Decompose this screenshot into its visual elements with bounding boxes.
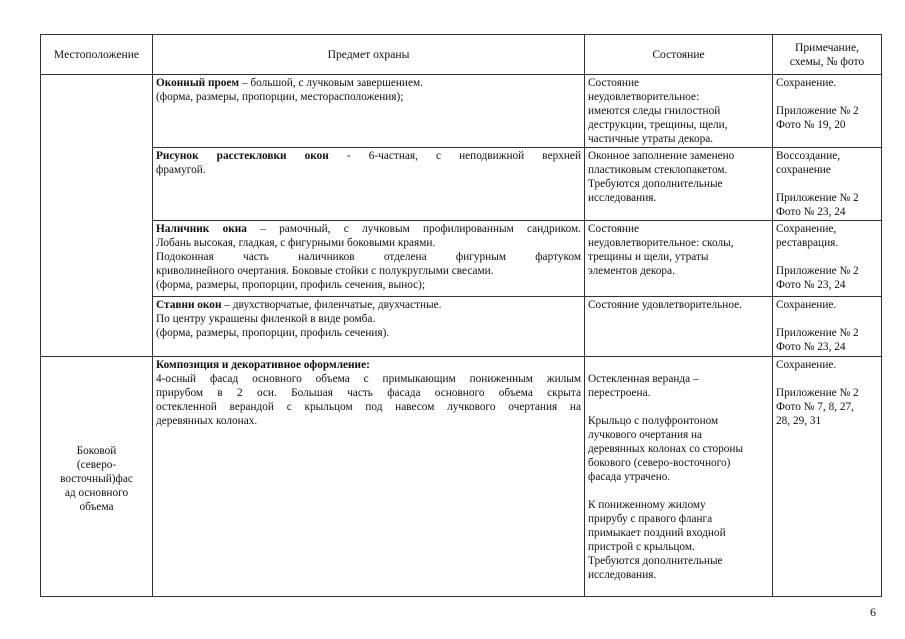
location-line: восточный)фас xyxy=(60,472,133,485)
note-cell xyxy=(773,148,882,221)
note-ref-line: Приложение № 2 xyxy=(776,387,859,399)
note-line: Сохранение. xyxy=(776,77,837,89)
note-line: Сохранение. xyxy=(776,299,837,311)
condition-line: пластиковым стеклопакетом. xyxy=(588,164,728,176)
page-number: 6 xyxy=(870,605,876,619)
note-cell xyxy=(773,75,882,148)
condition-line: деревянных колонах со стороны xyxy=(588,443,744,455)
note-ref-line: Приложение № 2 xyxy=(776,265,859,277)
subject-text: – большой, с лучковым завершением. xyxy=(239,77,423,89)
location-cell xyxy=(41,357,153,597)
condition-line: прирубу с правого фланга xyxy=(588,513,713,525)
subject-text: – двухстворчатые, филенчатые, двухчастные. xyxy=(221,299,442,311)
subject-text: 4-осный фасад основного объема с примыкающим пониженным жилым xyxy=(156,373,581,385)
note-ref-line: Приложение № 2 xyxy=(776,192,859,204)
condition-line: Состояние xyxy=(588,77,640,89)
table-row xyxy=(41,297,882,357)
condition-line: К пониженному жилому xyxy=(588,499,706,511)
subject-cell xyxy=(153,75,585,148)
condition-line: Требуются дополнительные xyxy=(588,555,723,567)
note-line: Сохранение, xyxy=(776,223,837,235)
location-line: ад основного xyxy=(64,486,129,499)
condition-line: пристрой с крыльцом. xyxy=(588,541,695,553)
header-note-line: Примечание, xyxy=(795,40,859,54)
table-row xyxy=(41,221,882,297)
location-cell-empty xyxy=(41,75,153,357)
subject-text: Лобань высокая, гладкая, с фигурными боковыми краями. xyxy=(156,237,436,249)
note-cell xyxy=(773,357,882,597)
table-row xyxy=(41,357,882,597)
subject-cell xyxy=(153,221,585,297)
condition-line: исследования. xyxy=(588,569,657,581)
subject-cell xyxy=(153,297,585,357)
location-line: объема xyxy=(79,500,114,513)
subject-text: (форма, размеры, пропорции, профиль сечения, вынос); xyxy=(156,279,426,291)
location-line: Боковой xyxy=(76,444,117,457)
note-ref-line: Приложение № 2 xyxy=(776,327,859,339)
protection-table xyxy=(40,34,882,597)
note-line: Сохранение. xyxy=(776,359,837,371)
note-ref-line: Фото № 7, 8, 27, xyxy=(776,401,855,413)
subject-text: деревянных колонах. xyxy=(156,415,258,427)
condition-line: Состояние xyxy=(588,223,640,235)
condition-cell xyxy=(585,297,773,357)
condition-cell xyxy=(585,75,773,148)
condition-line: трещины и щели, утраты xyxy=(588,251,709,263)
table-row xyxy=(41,75,882,148)
header-subject: Предмет охраны xyxy=(153,35,585,75)
condition-line: перестроена. xyxy=(588,387,651,399)
condition-line: фасада утрачено. xyxy=(588,471,671,483)
condition-line: Оконное заполнение заменено xyxy=(588,150,735,162)
note-line: Воссоздание, xyxy=(776,150,841,162)
header-location: Местоположение xyxy=(41,35,153,75)
note-line: сохранение xyxy=(776,164,831,176)
subject-cell xyxy=(153,357,585,597)
location-line: (северо- xyxy=(76,458,117,471)
condition-line: бокового (северо-восточного) xyxy=(588,457,731,469)
condition-line: лучкового очертания на xyxy=(588,429,703,441)
subject-text: По центру украшены филенкой в виде ромба. xyxy=(156,313,376,325)
note-ref-line: Фото № 23, 24 xyxy=(776,279,846,291)
subject-text: фрамугой. xyxy=(156,164,206,176)
condition-line: исследования. xyxy=(588,192,657,204)
subject-text: криволинейного очертания. Боковые стойки с полукруглыми свесами. xyxy=(156,265,494,277)
header-note xyxy=(773,35,882,75)
note-ref-line: Фото № 23, 24 xyxy=(776,206,846,218)
subject-cell xyxy=(153,148,585,221)
subject-title: Рисунок расстекловки окон xyxy=(156,150,329,162)
header-condition: Состояние xyxy=(585,35,773,75)
condition-cell xyxy=(585,357,773,597)
subject-text: – рамочный, с лучковым профилированным сандриком. xyxy=(246,223,582,235)
subject-text: - 6-частная, с неподвижной верхней xyxy=(328,150,581,162)
note-line: реставрация. xyxy=(776,237,839,249)
condition-line: частичные утраты декора. xyxy=(588,133,714,145)
condition-line: Состояние удовлетворительное. xyxy=(588,299,742,311)
table-row xyxy=(41,148,882,221)
subject-text: (форма, размеры, пропорции, месторасположения); xyxy=(156,91,404,103)
condition-cell xyxy=(585,221,773,297)
condition-line: Остекленная веранда – xyxy=(588,373,699,385)
condition-line: неудовлетворительное: xyxy=(588,91,700,103)
subject-text: остекленной верандой с крыльцом под навесом лучкового очертания на xyxy=(156,401,581,413)
condition-line: неудовлетворительное: сколы, xyxy=(588,237,734,249)
subject-title: Оконный проем xyxy=(156,77,240,89)
note-ref-line: Фото № 23, 24 xyxy=(776,341,846,353)
condition-line: Требуются дополнительные xyxy=(588,178,723,190)
condition-line: имеются следы гнилостной xyxy=(588,105,721,117)
subject-text: прирубом в 2 оси. Большая часть фасада основного объема скрыта xyxy=(156,387,581,399)
subject-title: Ставни окон xyxy=(156,299,222,311)
condition-line: элементов декора. xyxy=(588,265,675,277)
note-ref-line: 28, 29, 31 xyxy=(776,415,822,427)
condition-line: деструкции, трещины, щели, xyxy=(588,119,728,131)
note-cell xyxy=(773,297,882,357)
note-ref-line: Фото № 19, 20 xyxy=(776,119,846,131)
subject-title: Композиция и декоративное оформление: xyxy=(156,359,370,371)
table-header-row xyxy=(41,35,882,75)
condition-line: примыкает поздний входной xyxy=(588,527,726,539)
note-ref-line: Приложение № 2 xyxy=(776,105,859,117)
condition-cell xyxy=(585,148,773,221)
header-note-line: схемы, № фото xyxy=(789,54,865,68)
subject-title: Наличник окна xyxy=(156,223,247,235)
condition-line: Крыльцо с полуфронтоном xyxy=(588,415,719,427)
subject-text: Подоконная часть наличников отделена фигурным фартуком xyxy=(156,251,581,263)
note-cell xyxy=(773,221,882,297)
subject-text: (форма, размеры, пропорции, профиль сечения). xyxy=(156,327,390,339)
